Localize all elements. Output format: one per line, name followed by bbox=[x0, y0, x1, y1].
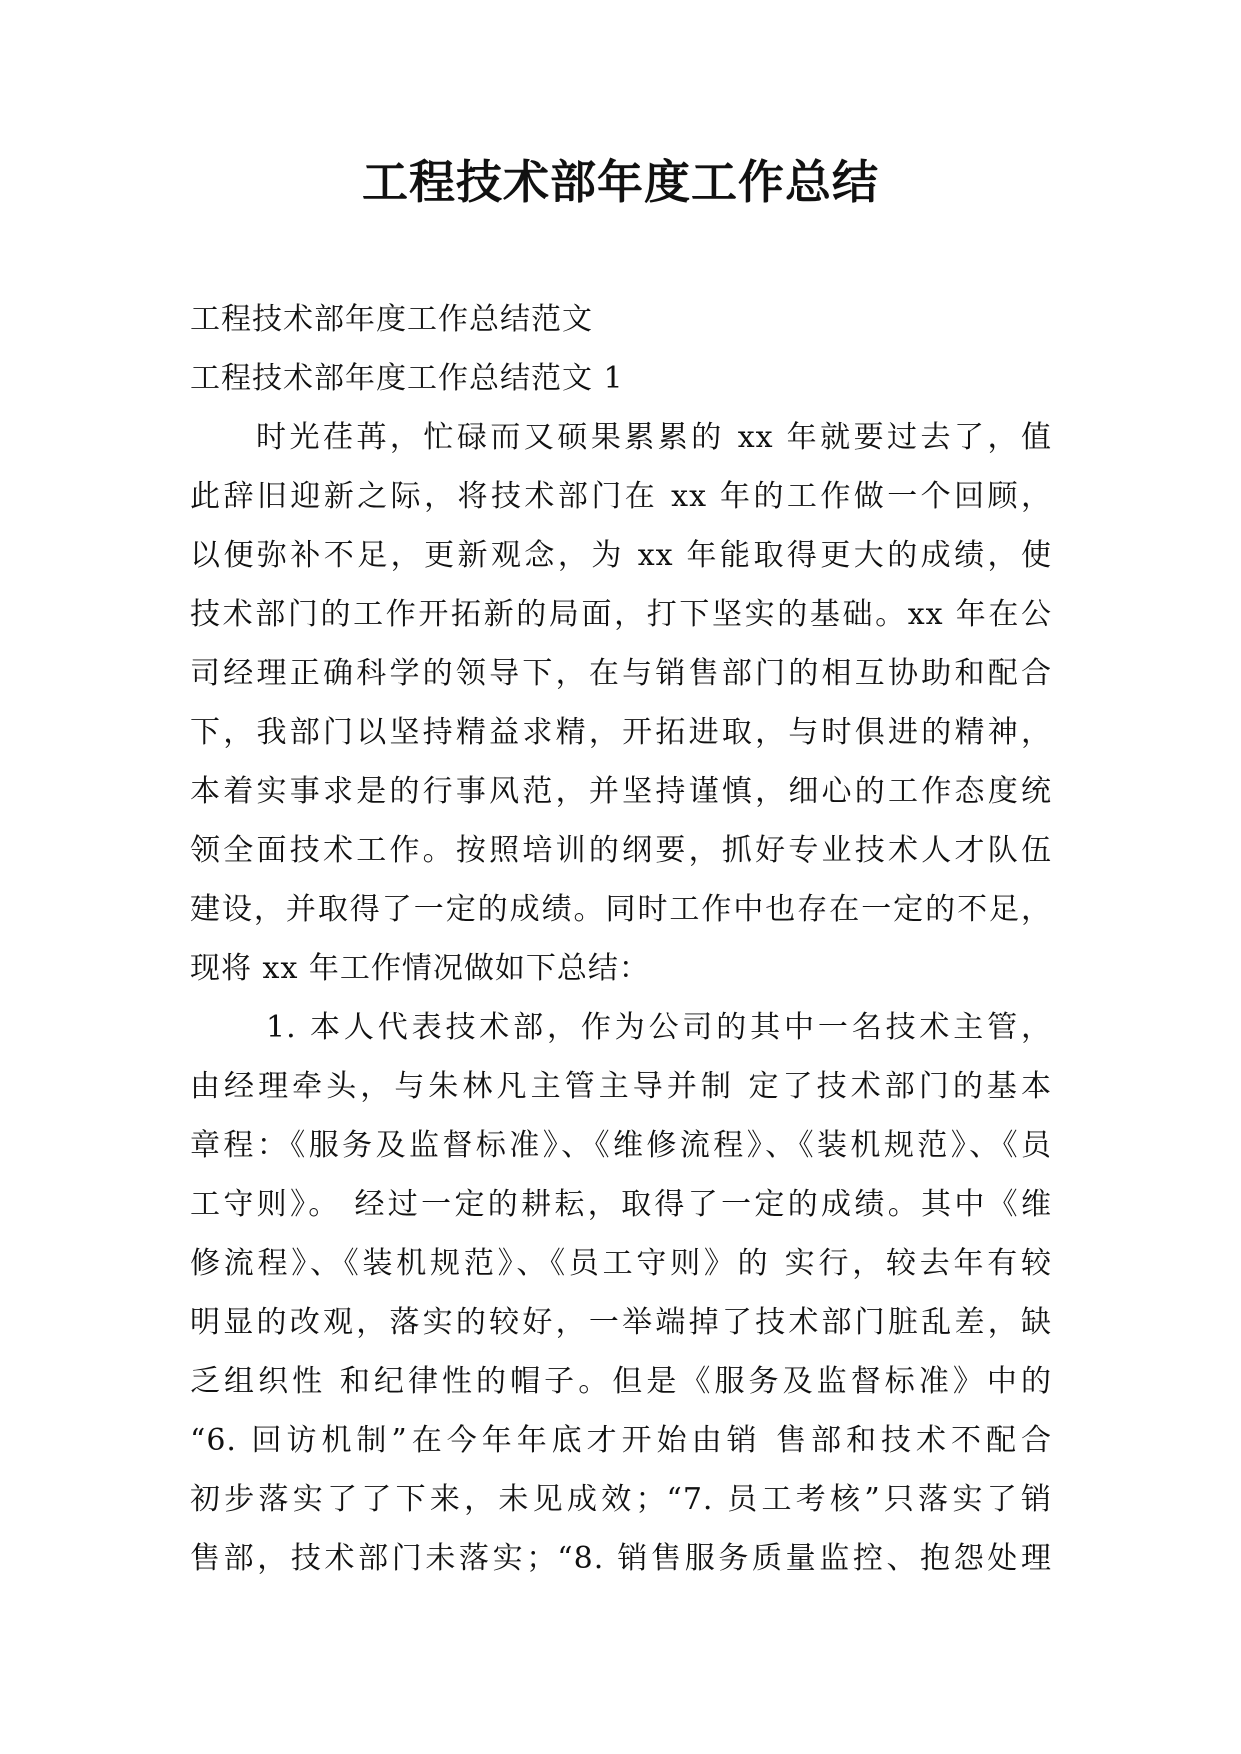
text-line: 乏组织性 和纪律性的帽子。但是《服务及监督标准》中的 bbox=[190, 1364, 1052, 1399]
text-line: 初步落实了了下来，未见成效；“7. 员工考核”只落实了销 bbox=[190, 1482, 1052, 1517]
text-line: 以便弥补不足，更新观念，为 xx 年能取得更大的成绩，使 bbox=[190, 538, 1052, 573]
text-line: 工守则》。 经过一定的耕耘，取得了一定的成绩。其中《维 bbox=[190, 1187, 1052, 1222]
paragraph-1 bbox=[190, 408, 1052, 998]
subtitle: 工程技术部年度工作总结范文 bbox=[190, 302, 593, 337]
page-title: 工程技术部年度工作总结 bbox=[362, 155, 879, 209]
text-line: 1. 本人代表技术部，作为公司的其中一名技术主管， bbox=[266, 1010, 1052, 1045]
document-body bbox=[190, 290, 1052, 1588]
text-line: 本着实事求是的行事风范，并坚持谨慎，细心的工作态度统 bbox=[190, 774, 1052, 809]
paragraph-2 bbox=[190, 998, 1052, 1588]
text-line: 技术部门的工作开拓新的局面，打下坚实的基础。xx 年在公 bbox=[190, 597, 1052, 632]
text-line: “6. 回访机制”在今年年底才开始由销 售部和技术不配合 bbox=[190, 1423, 1052, 1458]
text-line: 明显的改观，落实的较好，一举端掉了技术部门脏乱差，缺 bbox=[190, 1305, 1052, 1340]
text-line: 司经理正确科学的领导下，在与销售部门的相互协助和配合 bbox=[190, 656, 1052, 691]
text-line: 售部，技术部门未落实；“8. 销售服务质量监控、抱怨处理 bbox=[190, 1541, 1052, 1576]
section-heading: 工程技术部年度工作总结范文 1 bbox=[190, 361, 624, 396]
text-line: 修流程》、《装机规范》、《员工守则》的 实行，较去年有较 bbox=[190, 1246, 1052, 1281]
text-line: 下，我部门以坚持精益求精，开拓进取，与时俱进的精神， bbox=[190, 715, 1052, 750]
text-line: 此辞旧迎新之际，将技术部门在 xx 年的工作做一个回顾， bbox=[190, 479, 1052, 514]
text-line: 由经理牵头，与朱林凡主管主导并制 定了技术部门的基本 bbox=[190, 1069, 1052, 1104]
text-line: 时光荏苒，忙碌而又硕果累累的 xx 年就要过去了，值 bbox=[256, 420, 1052, 455]
text-line: 领全面技术工作。按照培训的纲要，抓好专业技术人才队伍 bbox=[190, 833, 1052, 868]
text-line: 建设，并取得了一定的成绩。同时工作中也存在一定的不足， bbox=[190, 892, 1052, 927]
text-line: 现将 xx 年工作情况做如下总结： bbox=[190, 951, 650, 986]
text-line: 章程：《服务及监督标准》、《维修流程》、《装机规范》、《员 bbox=[190, 1128, 1052, 1163]
